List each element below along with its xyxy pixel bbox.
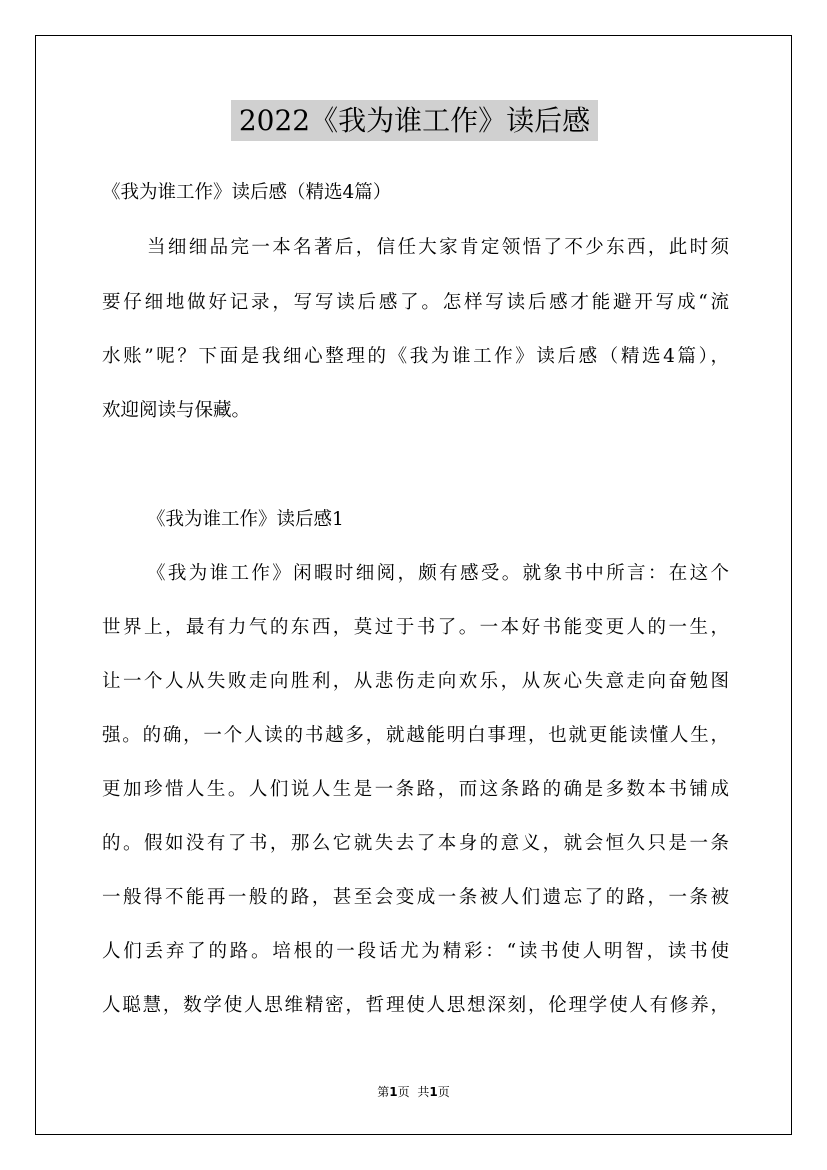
footer-page-suffix: 页: [397, 1085, 410, 1099]
body-line-2: 世界上，最有力气的东西，莫过于书了。一本好书能变更人的一生，: [102, 617, 729, 638]
body-line-4: 强。的确，一个人读的书越多，就越能明白事理，也就更能读懂人生，: [102, 725, 729, 746]
body-line-6: 的。假如没有了书，那么它就失去了本身的意义，就会恒久只是一条: [102, 833, 729, 854]
footer-page-prefix: 第: [377, 1085, 390, 1099]
intro-line-4: 欢迎阅读与保藏。: [102, 400, 251, 421]
intro-line-2: 要仔细地做好记录，写写读后感了。怎样写读后感才能避开写成“流: [102, 292, 729, 313]
body-line-7: 一般得不能再一般的路，甚至会变成一条被人们遗忘了的路，一条被: [102, 887, 729, 908]
document-title: 2022《我为谁工作》读后感: [231, 100, 598, 141]
page-footer: [0, 1084, 827, 1100]
body-line-1: 《我为谁工作》闲暇时细阅，颇有感受。就象书中所言：在这个: [147, 563, 729, 584]
footer-total-number: 1: [429, 1085, 438, 1099]
document-subtitle: 《我为谁工作》读后感（精选4篇）: [102, 182, 392, 203]
body-line-8: 人们丢弃了的路。培根的一段话尤为精彩：“读书使人明智，读书使: [102, 941, 729, 962]
body-line-3: 让一个人从失败走向胜利，从悲伤走向欢乐，从灰心失意走向奋勉图: [102, 671, 729, 692]
body-line-5: 更加珍惜人生。人们说人生是一条路，而这条路的确是多数本书铺成: [102, 779, 729, 800]
footer-total-prefix: 共: [417, 1085, 430, 1099]
section-heading: 《我为谁工作》读后感1: [147, 509, 344, 530]
footer-total-suffix: 页: [437, 1085, 450, 1099]
body-line-9: 人聪慧，数学使人思维精密，哲理使人思想深刻，伦理学使人有修养，: [102, 995, 729, 1016]
intro-line-3: 水账”呢？下面是我细心整理的《我为谁工作》读后感（精选4篇），: [102, 346, 729, 367]
footer-page-number: 1: [389, 1085, 398, 1099]
intro-line-1: 当细细品完一本名著后，信任大家肯定领悟了不少东西，此时须: [147, 237, 729, 258]
